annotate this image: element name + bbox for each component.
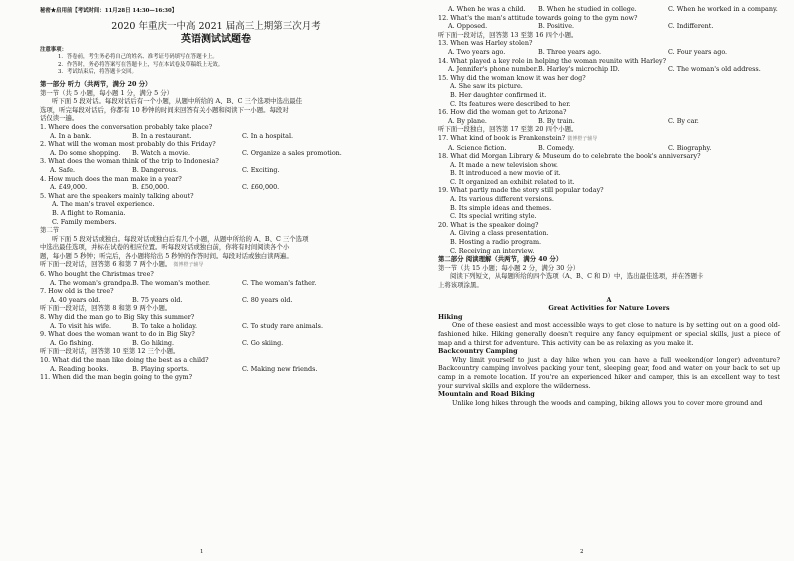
option-c: C. By car. [668, 116, 699, 125]
question-16: 16. How did the woman get to Arizona? [438, 108, 567, 117]
option-a: A. Safe. [50, 165, 76, 174]
question-12-options [438, 22, 780, 31]
part2-instruction: 阅读下列短文，从每题所给的四个选项（A、B、C 和 D）中，选出最佳选项，并在答题卡 [450, 272, 704, 281]
question-7: 7. How old is the tree? [40, 287, 114, 296]
question-8-options [40, 322, 392, 331]
passage-letter: A [606, 295, 612, 304]
question-12: 12. What's the man's attitude towards going to the gym now? [438, 13, 638, 22]
question-17-text: 17. What kind of book is Frankenstein? [438, 133, 566, 142]
option-c: C. Go skiing. [242, 338, 284, 347]
option-b: B. In a restaurant. [132, 131, 192, 140]
listen-instruction-6-7 [40, 260, 392, 270]
listen-instruction-17-20: 听下面一段独白，回答第 17 至第 20 四个小题。 [438, 125, 578, 134]
backcountry-paragraph: Why limit yourself to just a day hike when you can have a full weekend(or longer) adventure? Backcountry camping involves packing your tent, sleeping gear, food and water on your back to set up camp in a remote location. If you're an experienced hiker and camper, this is an excellent way to test your survival skills and explore the wilderness. [438, 355, 780, 390]
option-b: B. Playing sports. [132, 364, 189, 373]
exam-title-line1: 2020 年重庆一中高 2021 届高三上期第三次月考 [111, 21, 321, 33]
option-c: C. 80 years old. [242, 295, 293, 304]
option-a: A. Giving a class presentation. [450, 229, 549, 238]
option-b: B. 75 years old. [132, 295, 183, 304]
option-b: B. To take a holiday. [132, 321, 198, 330]
option-b: B. Go hiking. [132, 338, 175, 347]
question-17-options [438, 144, 780, 153]
option-b: B. Watch a movie. [132, 148, 191, 157]
section1-instruction: 话仅读一遍。 [40, 114, 79, 123]
option-c: C. In a hospital. [242, 131, 294, 140]
question-17 [438, 134, 780, 144]
hiking-paragraph: One of these easiest and most accessible ways to get close to nature is by setting out on a good old-fashioned hike. Hiking generally doesn't require any fancy equipment or special skills, just a piece of map and a thirst for adventure. This activity can be as relaxing as you make it. [438, 321, 780, 347]
note-item: 3．考试结束后，将答题卡交回。 [58, 68, 137, 75]
section1-instruction: 选项，听完每段对话后，你都有 10 秒钟的时间来回答有关小题和阅读下一小题。每段对 [40, 105, 289, 114]
question-9: 9. What does the woman want to do in Big Sky? [40, 330, 195, 339]
option-c: C. Indifferent. [668, 22, 714, 31]
question-1-options [40, 132, 392, 141]
listen-6-text: 听下面一段对话，回答第 6 和第 7 两个小题。 [40, 260, 172, 269]
question-10: 10. What did the man like doing the best as a child? [40, 356, 209, 365]
section2-instruction: 题，每小题 5 秒钟；听完后，各小题将给出 5 秒钟的作答时间。每段对话或独白读两遍。 [40, 251, 293, 260]
question-1: 1. Where does the conversation probably take place? [40, 122, 213, 131]
question-15: 15. Why did the woman know it was her dog? [438, 73, 586, 82]
passage-title: Great Activities for Nature Lovers [548, 304, 670, 313]
section2-instruction: 中选出最佳选项，并标在试卷的相应位置。听每段对话或独白前，你将有时间阅读各个小 [40, 243, 290, 252]
option-c: C. Receiving an interview. [450, 246, 535, 255]
option-a: A. Science fiction. [448, 143, 507, 152]
question-14: 14. What played a key role in helping the woman reunite with Harley? [438, 56, 667, 65]
note-item: 2．作答时，务必将答案写在答题卡上，写在本试卷及草稿纸上无效。 [58, 61, 224, 68]
option-c: C. It organized an exhibit related to it. [450, 177, 575, 186]
question-8: 8. Why did the man go to Big Sky this summer? [40, 313, 195, 322]
page-number: 1 [200, 549, 204, 555]
listen-instruction-8-9: 听下面一段对话，回答第 8 和第 9 两个小题。 [40, 304, 172, 313]
option-c: C. Exciting. [242, 165, 280, 174]
question-20: 20. What is the speaker doing? [438, 220, 539, 229]
option-b: B. It introduced a new movie of it. [450, 169, 561, 178]
option-c: C. £60,000. [242, 183, 280, 192]
question-2-options [40, 149, 392, 158]
option-b: B. Its simple ideas and themes. [450, 203, 552, 212]
part2-section1-title: 第一节（共 15 小题；每小题 2 分，满分 30 分） [438, 263, 580, 272]
listen-instruction-13-16: 听下面一段对话，回答第 13 至第 16 四个小题。 [438, 30, 578, 39]
option-a: A. £49,000. [50, 183, 88, 192]
backcountry-heading: Backcountry Camping [438, 347, 518, 356]
question-4-options [40, 183, 392, 192]
option-c: C. Organize a sales promotion. [242, 148, 342, 157]
page-number: 2 [580, 549, 584, 555]
part2-title: 第二部分 阅读理解（共两节，满分 40 分） [438, 255, 563, 264]
option-a: A. Go fishing. [50, 338, 94, 347]
option-a: A. To visit his wife. [50, 321, 112, 330]
option-b: B. Her daughter confirmed it. [450, 90, 547, 99]
option-c: C. To study rare animals. [242, 321, 323, 330]
watermark: 微博橙子辅导 [173, 262, 204, 269]
option-c: C. Making new friends. [242, 364, 318, 373]
question-19: 19. What partly made the story still popular today? [438, 186, 604, 195]
option-a: A. 40 years old. [50, 295, 101, 304]
option-c: C. When he worked in a company. [668, 5, 778, 13]
question-11-options [438, 5, 780, 14]
option-b: B. A flight to Romania. [52, 208, 126, 217]
option-b: B. Three years ago. [538, 47, 602, 56]
question-10-options [40, 365, 392, 374]
question-2: 2. What will the woman most probably do this Friday? [40, 140, 216, 149]
listen-instruction-10-12: 听下面一段对话，回答第 10 至第 12 三个小题。 [40, 347, 180, 356]
option-a: A. When he was a child. [448, 5, 526, 13]
question-3-options [40, 166, 392, 175]
part1-title: 第一部分 听力（共两节，满分 20 分） [40, 80, 152, 89]
option-a: A. She saw its picture. [450, 82, 523, 91]
section1-instruction: 听下面 5 段对话。每段对话后有一个小题，从题中所给的 A、B、C 三个选项中选出最佳 [52, 97, 303, 106]
option-a: A. Its various different versions. [450, 195, 554, 204]
option-c: C. Its special writing style. [450, 212, 537, 221]
note-item: 1．答卷前，考生务必将自己的姓名、准考证号码填写在答题卡上。 [58, 54, 218, 61]
option-b: B. Hosting a radio program. [450, 238, 542, 247]
right-page [400, 0, 794, 561]
watermark: 微博橙子辅导 [567, 135, 598, 142]
option-a: A. Reading books. [50, 364, 109, 373]
option-a: A. In a bank. [50, 131, 92, 140]
option-c: C. Biography. [668, 143, 712, 152]
option-a: A. By plane. [448, 116, 487, 125]
question-6-options [40, 279, 392, 288]
section1-title: 第一节（共 5 小题，每小题 1 分，满分 5 分） [40, 88, 174, 97]
option-a: A. Two years ago. [448, 47, 506, 56]
option-b: B. £50,000. [132, 183, 170, 192]
question-14-options [438, 65, 780, 74]
section2-instruction: 听下面 5 段对话或独白。每段对话或独白后有几个小题，从题中所给的 A、B、C 三个选项 [52, 234, 309, 243]
option-c: C. The woman's father. [242, 278, 317, 287]
option-b: B. When he studied in college. [538, 5, 637, 13]
question-11: 11. When did the man begin going to the gym? [40, 373, 193, 382]
option-a: A. Opposed. [448, 22, 488, 31]
exam-title-line2: 英语测试试题卷 [181, 34, 251, 46]
option-b: B. Dangerous. [132, 165, 179, 174]
part2-instruction: 上将该项涂黑。 [438, 281, 483, 289]
option-c: C. The woman's old address. [668, 65, 761, 74]
question-13: 13. When was Harley stolen? [438, 39, 533, 48]
option-a: A. The man's travel experience. [52, 200, 155, 209]
option-c: C. Four years ago. [668, 47, 728, 56]
option-c: C. Family members. [52, 217, 117, 226]
question-18: 18. What did Morgan Library & Museum do to celebrate the book's anniversary? [438, 152, 701, 161]
header-secret: 秘密★启用前【考试时间：11月28日 14:30—16:30】 [40, 8, 178, 14]
section2-title: 第二节 [40, 226, 60, 235]
question-3: 3. What does the woman think of the trip to Indonesia? [40, 157, 219, 166]
option-b: B. The woman's mother. [132, 278, 211, 287]
hiking-heading: Hiking [438, 312, 463, 321]
option-a: A. Jennifer's phone number. [448, 65, 539, 74]
option-b: B. By train. [538, 116, 575, 125]
question-4: 4. How much does the man make in a year? [40, 174, 182, 183]
option-a: A. It made a new television show. [450, 160, 558, 169]
option-b: B. Harley's microchip ID. [538, 65, 620, 74]
mountain-biking-heading: Mountain and Road Biking [438, 390, 535, 399]
question-6: 6. Who bought the Christmas tree? [40, 270, 154, 279]
question-5: 5. What are the speakers mainly talking about? [40, 191, 194, 200]
mountain-biking-paragraph: Unlike long hikes through the woods and camping, biking allows you to cover more ground and [452, 398, 763, 407]
question-13-options [438, 48, 780, 57]
notes-title: 注意事项： [40, 47, 67, 54]
option-c: C. Its features were described to her. [450, 99, 571, 108]
option-b: B. Comedy. [538, 143, 575, 152]
option-a: A. The woman's grandpa. [50, 278, 133, 287]
option-a: A. Do some shopping. [50, 148, 121, 157]
option-b: B. Positive. [538, 22, 575, 31]
